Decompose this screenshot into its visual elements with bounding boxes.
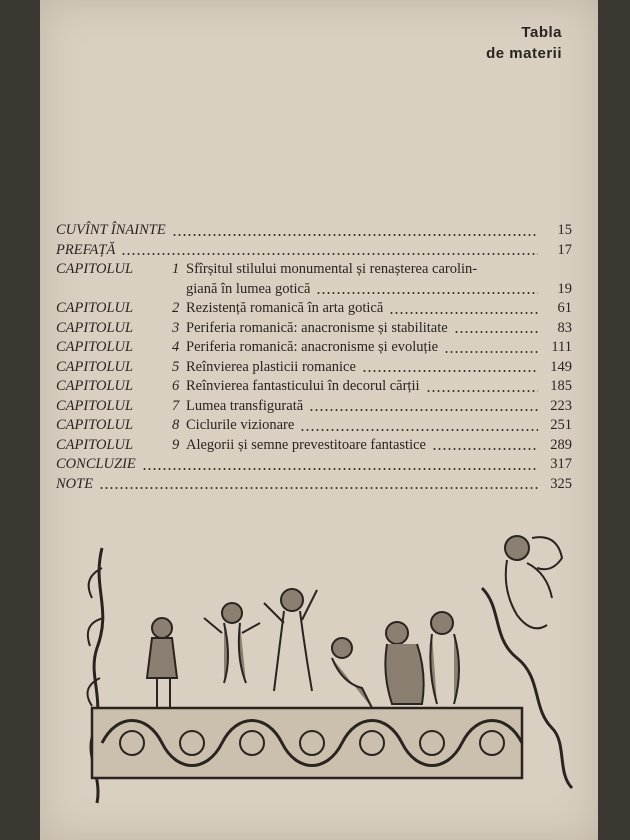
toc-entry-chapter-4 — [56, 339, 572, 359]
toc-label: CAPITOLUL — [56, 378, 134, 394]
toc-page-number: 289 — [550, 436, 572, 453]
toc-label: CAPITOLUL — [56, 417, 134, 433]
book-page — [40, 0, 598, 840]
toc-entry-chapter-5 — [56, 359, 572, 379]
toc-entry-chapter-3 — [56, 320, 572, 340]
heading-line-1: Tabla — [521, 24, 562, 41]
chapter-number: 3 — [172, 319, 180, 336]
heading-line-2: de materii — [486, 45, 562, 62]
toc-page-number: 61 — [557, 300, 572, 316]
toc-label: PREFAȚĂ — [56, 241, 116, 258]
chapter-number: 1 — [172, 261, 180, 277]
toc-entry-foreword — [56, 222, 572, 242]
toc-entry-chapter-8 — [56, 417, 572, 437]
leader-dots — [300, 428, 538, 432]
toc-label: CAPITOLUL — [56, 436, 134, 453]
toc-page-number: 17 — [557, 241, 572, 258]
chapter-number: 6 — [172, 378, 180, 394]
leader-dots — [121, 252, 538, 256]
chapter-number: 4 — [172, 339, 180, 355]
chapter-title: Lumea transfigurată — [186, 397, 304, 414]
chapter-title: Periferia romanică: anacronisme și evoluție — [186, 339, 439, 355]
toc-label: CAPITOLUL — [56, 358, 134, 375]
chapter-title-continued: giană în lumea gotică — [186, 280, 311, 297]
chapter-number: 8 — [172, 417, 180, 433]
toc-label: CAPITOLUL — [56, 300, 134, 316]
leader-dots — [454, 330, 538, 334]
chapter-number: 5 — [172, 358, 180, 375]
page-heading — [486, 22, 562, 64]
chapter-title: Ciclurile vizionare — [186, 417, 295, 433]
toc-page-number: 15 — [557, 222, 572, 238]
toc-entry-chapter-6 — [56, 378, 572, 398]
dancing-figures — [147, 589, 459, 708]
leader-dots — [444, 350, 538, 354]
toc-label: CAPITOLUL — [56, 397, 134, 414]
ornamental-band — [92, 708, 522, 778]
toc-page-number: 185 — [550, 378, 572, 394]
toc-entry-chapter-2 — [56, 300, 572, 320]
table-of-contents — [56, 222, 572, 495]
toc-page-number: 111 — [551, 339, 572, 355]
leader-dots — [316, 291, 538, 295]
chapter-title: Reînvierea plasticii romanice — [186, 358, 356, 375]
chapter-title: Reînvierea fantasticului în decorul cărții — [186, 378, 420, 394]
toc-page-number: 251 — [550, 417, 572, 433]
toc-entry-chapter-7 — [56, 398, 572, 418]
toc-label: CAPITOLUL — [56, 319, 134, 336]
toc-page-number: 19 — [557, 280, 572, 297]
toc-entry-preface — [56, 242, 572, 262]
toc-entry-chapter-1 — [56, 261, 572, 281]
chapter-number: 9 — [172, 436, 180, 453]
toc-page-number: 223 — [550, 397, 572, 414]
leader-dots — [362, 369, 538, 373]
medieval-illustration — [62, 528, 582, 818]
toc-page-number: 317 — [550, 456, 572, 472]
toc-entry-notes — [56, 476, 572, 496]
chapter-title: Periferia romanică: anacronisme și stabilitate — [186, 319, 448, 336]
toc-label: CUVÎNT ÎNAINTE — [56, 222, 166, 238]
toc-label: CAPITOLUL — [56, 261, 134, 277]
toc-label: CONCLUZIE — [56, 456, 136, 472]
toc-page-number: 149 — [550, 358, 572, 375]
toc-label: CAPITOLUL — [56, 339, 134, 355]
toc-page-number: 83 — [557, 319, 572, 336]
leader-dots — [142, 467, 538, 471]
toc-label: NOTE — [56, 475, 94, 492]
toc-entry-chapter-9 — [56, 437, 572, 457]
chapter-title: Alegorii și semne prevestitoare fantastice — [186, 436, 426, 453]
chapter-title: Rezistență romanică în arta gotică — [186, 300, 384, 316]
leader-dots — [309, 408, 538, 412]
toc-entry-chapter-1-continued — [56, 281, 572, 301]
leader-dots — [99, 486, 538, 490]
toc-page-number: 325 — [550, 475, 572, 492]
toc-entry-conclusion — [56, 456, 572, 476]
chapter-number: 7 — [172, 397, 180, 414]
leader-dots — [432, 447, 538, 451]
leader-dots — [389, 311, 538, 315]
leader-dots — [426, 389, 538, 393]
chapter-number: 2 — [172, 300, 180, 316]
leader-dots — [172, 233, 538, 237]
chapter-title: Sfîrșitul stilului monumental și renașterea carolin- — [186, 261, 478, 277]
